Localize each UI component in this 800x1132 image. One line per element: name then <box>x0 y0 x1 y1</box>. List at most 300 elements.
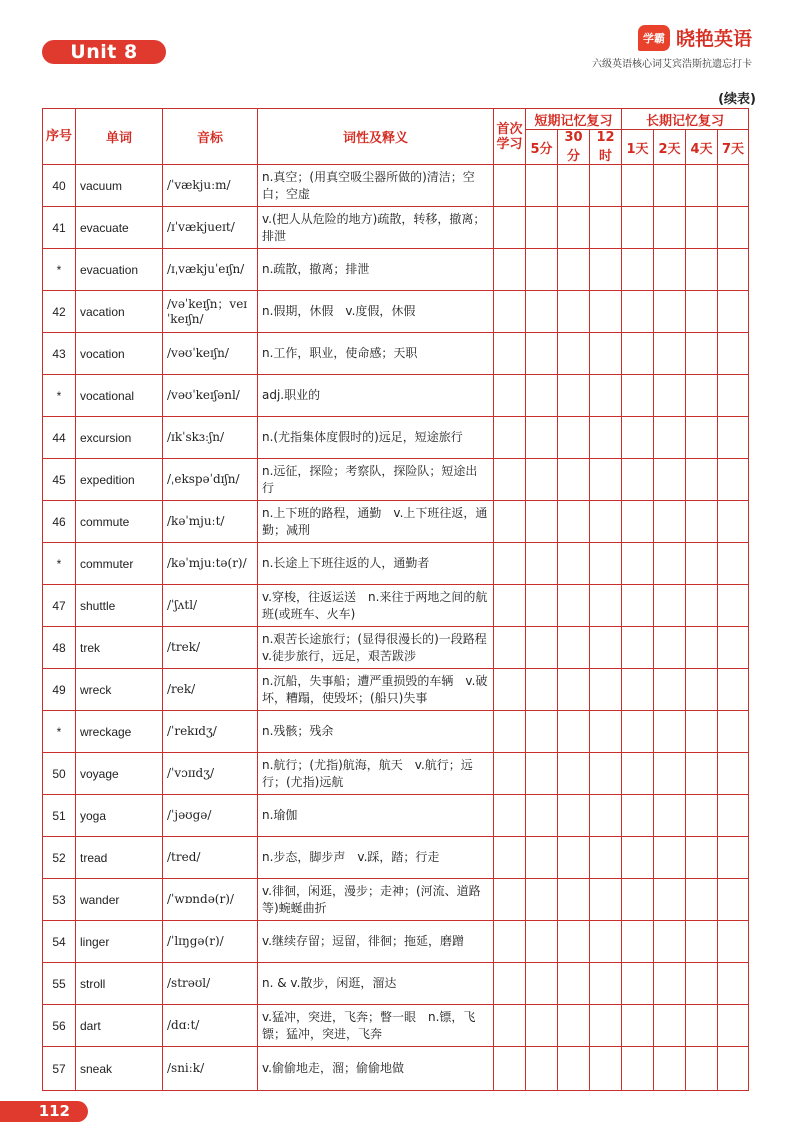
table-row <box>43 795 749 837</box>
checkbox-short-12h[interactable] <box>590 501 622 543</box>
checkbox-short-30min[interactable] <box>558 921 590 963</box>
header-short-5min: 5分 <box>526 130 558 165</box>
checkbox-short-30min[interactable] <box>558 1005 590 1047</box>
checkbox-short-30min[interactable] <box>558 207 590 249</box>
row-number: 42 <box>43 291 76 333</box>
row-number: 53 <box>43 879 76 921</box>
checkbox-short-30min[interactable] <box>558 165 590 207</box>
checkbox-long-1d[interactable] <box>622 291 654 333</box>
checkbox-short-5min[interactable] <box>526 963 558 1005</box>
row-phonetic: /tred/ <box>163 837 258 879</box>
row-word: yoga <box>76 795 163 837</box>
checkbox-long-2d[interactable] <box>654 543 686 585</box>
checkbox-long-2d[interactable] <box>654 291 686 333</box>
header-long-2d: 2天 <box>654 130 686 165</box>
checkbox-short-30min[interactable] <box>558 627 590 669</box>
checkbox-short-30min[interactable] <box>558 291 590 333</box>
row-phonetic: /ɪˈvækjueɪt/ <box>163 207 258 249</box>
checkbox-long-4d[interactable] <box>686 333 718 375</box>
header-seq: 序号 <box>43 109 76 165</box>
checkbox-first-study[interactable] <box>494 333 526 375</box>
row-word: evacuation <box>76 249 163 291</box>
checkbox-long-7d[interactable] <box>718 375 749 417</box>
checkbox-short-5min[interactable] <box>526 837 558 879</box>
checkbox-long-4d[interactable] <box>686 375 718 417</box>
checkbox-short-30min[interactable] <box>558 879 590 921</box>
row-number: 45 <box>43 459 76 501</box>
checkbox-short-12h[interactable] <box>590 333 622 375</box>
row-phonetic: /ˈjəʊgə/ <box>163 795 258 837</box>
row-phonetic: /dɑːt/ <box>163 1005 258 1047</box>
checkbox-first-study[interactable] <box>494 501 526 543</box>
row-definition: n.工作，职业，使命感；天职 <box>258 333 494 375</box>
header-long-4d: 4天 <box>686 130 718 165</box>
row-phonetic: /ˈvækjuːm/ <box>163 165 258 207</box>
checkbox-short-12h[interactable] <box>590 1005 622 1047</box>
row-phonetic: /ɪkˈskɜːʃn/ <box>163 417 258 459</box>
row-phonetic: /rek/ <box>163 669 258 711</box>
checkbox-short-12h[interactable] <box>590 837 622 879</box>
checkbox-long-4d[interactable] <box>686 249 718 291</box>
checkbox-long-2d[interactable] <box>654 837 686 879</box>
checkbox-long-4d[interactable] <box>686 627 718 669</box>
header-long-7d: 7天 <box>718 130 749 165</box>
checkbox-long-1d[interactable] <box>622 165 654 207</box>
checkbox-short-12h[interactable] <box>590 543 622 585</box>
row-definition: n.假期，休假 v.度假，休假 <box>258 291 494 333</box>
row-number: 46 <box>43 501 76 543</box>
row-definition: v.偷偷地走，溜；偷偷地做 <box>258 1047 494 1091</box>
checkbox-long-7d[interactable] <box>718 543 749 585</box>
checkbox-short-12h[interactable] <box>590 165 622 207</box>
brand-logo-icon: 学霸 <box>638 25 670 51</box>
unit-badge: Unit 8 <box>42 40 166 64</box>
row-word: shuttle <box>76 585 163 627</box>
row-definition: n.残骸；残余 <box>258 711 494 753</box>
row-number: 50 <box>43 753 76 795</box>
checkbox-long-1d[interactable] <box>622 627 654 669</box>
row-word: vocational <box>76 375 163 417</box>
checkbox-long-2d[interactable] <box>654 417 686 459</box>
checkbox-first-study[interactable] <box>494 753 526 795</box>
row-number: 43 <box>43 333 76 375</box>
checkbox-short-5min[interactable] <box>526 375 558 417</box>
row-number: * <box>43 543 76 585</box>
row-phonetic: /ɪˌvækjuˈeɪʃn/ <box>163 249 258 291</box>
checkbox-long-7d[interactable] <box>718 459 749 501</box>
checkbox-short-12h[interactable] <box>590 249 622 291</box>
table-row <box>43 837 749 879</box>
row-phonetic: /ˈʃʌtl/ <box>163 585 258 627</box>
checkbox-long-1d[interactable] <box>622 375 654 417</box>
table-row <box>43 585 749 627</box>
checkbox-long-1d[interactable] <box>622 585 654 627</box>
checkbox-long-7d[interactable] <box>718 963 749 1005</box>
checkbox-long-1d[interactable] <box>622 753 654 795</box>
header-definition: 词性及释义 <box>258 109 494 165</box>
row-word: wreck <box>76 669 163 711</box>
checkbox-first-study[interactable] <box>494 837 526 879</box>
checkbox-short-5min[interactable] <box>526 921 558 963</box>
checkbox-short-12h[interactable] <box>590 627 622 669</box>
row-word: sneak <box>76 1047 163 1091</box>
row-definition: v.继续存留；逗留，徘徊；拖延，磨蹭 <box>258 921 494 963</box>
header-phonetic: 音标 <box>163 109 258 165</box>
checkbox-long-4d[interactable] <box>686 459 718 501</box>
row-phonetic: /vəʊˈkeɪʃn/ <box>163 333 258 375</box>
checkbox-long-2d[interactable] <box>654 795 686 837</box>
checkbox-short-5min[interactable] <box>526 1005 558 1047</box>
table-row <box>43 1005 749 1047</box>
checkbox-long-2d[interactable] <box>654 459 686 501</box>
checkbox-short-30min[interactable] <box>558 669 590 711</box>
table-row <box>43 753 749 795</box>
checkbox-first-study[interactable] <box>494 585 526 627</box>
checkbox-short-5min[interactable] <box>526 585 558 627</box>
row-number: 52 <box>43 837 76 879</box>
checkbox-long-1d[interactable] <box>622 417 654 459</box>
checkbox-short-5min[interactable] <box>526 249 558 291</box>
checkbox-long-2d[interactable] <box>654 879 686 921</box>
row-definition: adj.职业的 <box>258 375 494 417</box>
row-number: 48 <box>43 627 76 669</box>
checkbox-short-30min[interactable] <box>558 585 590 627</box>
checkbox-long-4d[interactable] <box>686 837 718 879</box>
checkbox-short-30min[interactable] <box>558 1047 590 1091</box>
checkbox-long-7d[interactable] <box>718 1005 749 1047</box>
row-definition: v.徘徊，闲逛，漫步；走神；(河流、道路等)蜿蜒曲折 <box>258 879 494 921</box>
checkbox-long-1d[interactable] <box>622 963 654 1005</box>
row-word: evacuate <box>76 207 163 249</box>
checkbox-long-2d[interactable] <box>654 165 686 207</box>
checkbox-long-7d[interactable] <box>718 333 749 375</box>
checkbox-long-1d[interactable] <box>622 501 654 543</box>
checkbox-long-7d[interactable] <box>718 1047 749 1091</box>
header-short-12h: 12时 <box>590 130 622 165</box>
checkbox-long-1d[interactable] <box>622 711 654 753</box>
table-row <box>43 501 749 543</box>
checkbox-short-30min[interactable] <box>558 417 590 459</box>
checkbox-long-2d[interactable] <box>654 249 686 291</box>
checkbox-long-4d[interactable] <box>686 291 718 333</box>
checkbox-short-12h[interactable] <box>590 459 622 501</box>
header-short-30min: 30分 <box>558 130 590 165</box>
checkbox-long-7d[interactable] <box>718 669 749 711</box>
checkbox-long-1d[interactable] <box>622 459 654 501</box>
checkbox-short-12h[interactable] <box>590 795 622 837</box>
checkbox-first-study[interactable] <box>494 207 526 249</box>
row-number: 49 <box>43 669 76 711</box>
checkbox-long-1d[interactable] <box>622 333 654 375</box>
checkbox-long-1d[interactable] <box>622 879 654 921</box>
row-number: 41 <box>43 207 76 249</box>
checkbox-long-4d[interactable] <box>686 1047 718 1091</box>
row-definition: n.艰苦长途旅行；(显得很漫长的)一段路程 v.徒步旅行，远足，艰苦跋涉 <box>258 627 494 669</box>
checkbox-long-7d[interactable] <box>718 417 749 459</box>
row-definition: n.真空；(用真空吸尘器所做的)清洁；空白；空虚 <box>258 165 494 207</box>
row-phonetic: /ˈwɒndə(r)/ <box>163 879 258 921</box>
row-phonetic: /ˈlɪŋgə(r)/ <box>163 921 258 963</box>
checkbox-short-12h[interactable] <box>590 879 622 921</box>
checkbox-short-12h[interactable] <box>590 711 622 753</box>
table-row <box>43 879 749 921</box>
checkbox-long-2d[interactable] <box>654 627 686 669</box>
checkbox-short-5min[interactable] <box>526 333 558 375</box>
checkbox-long-4d[interactable] <box>686 711 718 753</box>
table-row <box>43 963 749 1005</box>
checkbox-long-4d[interactable] <box>686 963 718 1005</box>
checkbox-short-5min[interactable] <box>526 165 558 207</box>
header-word: 单词 <box>76 109 163 165</box>
checkbox-long-4d[interactable] <box>686 669 718 711</box>
checkbox-short-12h[interactable] <box>590 417 622 459</box>
table-row <box>43 291 749 333</box>
checkbox-long-4d[interactable] <box>686 795 718 837</box>
row-word: vacation <box>76 291 163 333</box>
row-definition: n.步态，脚步声 v.踩，踏；行走 <box>258 837 494 879</box>
brand-name: 晓艳英语 <box>675 28 752 50</box>
table-row <box>43 711 749 753</box>
checkbox-long-1d[interactable] <box>622 207 654 249</box>
checkbox-long-2d[interactable] <box>654 207 686 249</box>
checkbox-long-4d[interactable] <box>686 165 718 207</box>
continued-label: (续表) <box>718 92 756 107</box>
checkbox-short-5min[interactable] <box>526 291 558 333</box>
checkbox-short-5min[interactable] <box>526 1047 558 1091</box>
checkbox-short-12h[interactable] <box>590 921 622 963</box>
checkbox-short-12h[interactable] <box>590 585 622 627</box>
row-number: * <box>43 711 76 753</box>
row-word: expedition <box>76 459 163 501</box>
checkbox-long-2d[interactable] <box>654 921 686 963</box>
row-definition: n.瑜伽 <box>258 795 494 837</box>
checkbox-short-5min[interactable] <box>526 501 558 543</box>
row-number: 55 <box>43 963 76 1005</box>
row-definition: n.沉船，失事船；遭严重损毁的车辆 v.破坏，糟蹋，使毁坏；(船只)失事 <box>258 669 494 711</box>
checkbox-long-7d[interactable] <box>718 165 749 207</box>
checkbox-short-5min[interactable] <box>526 795 558 837</box>
table-body <box>43 165 749 1091</box>
checkbox-long-7d[interactable] <box>718 501 749 543</box>
checkbox-first-study[interactable] <box>494 417 526 459</box>
checkbox-first-study[interactable] <box>494 921 526 963</box>
checkbox-long-7d[interactable] <box>718 207 749 249</box>
header-long-term: 长期记忆复习 <box>622 109 749 130</box>
checkbox-long-2d[interactable] <box>654 669 686 711</box>
checkbox-long-4d[interactable] <box>686 501 718 543</box>
checkbox-short-5min[interactable] <box>526 879 558 921</box>
row-word: trek <box>76 627 163 669</box>
checkbox-long-7d[interactable] <box>718 795 749 837</box>
checkbox-long-2d[interactable] <box>654 585 686 627</box>
row-definition: v.(把人从危险的地方)疏散，转移，撤离；排泄 <box>258 207 494 249</box>
row-number: 40 <box>43 165 76 207</box>
checkbox-short-5min[interactable] <box>526 711 558 753</box>
row-definition: v.猛冲，突进，飞奔；瞥一眼 n.镖，飞镖；猛冲，突进，飞奔 <box>258 1005 494 1047</box>
checkbox-first-study[interactable] <box>494 165 526 207</box>
checkbox-short-5min[interactable] <box>526 669 558 711</box>
checkbox-long-2d[interactable] <box>654 501 686 543</box>
checkbox-short-30min[interactable] <box>558 333 590 375</box>
checkbox-long-1d[interactable] <box>622 543 654 585</box>
table-row <box>43 333 749 375</box>
row-word: commuter <box>76 543 163 585</box>
checkbox-long-4d[interactable] <box>686 585 718 627</box>
checkbox-first-study[interactable] <box>494 543 526 585</box>
checkbox-first-study[interactable] <box>494 1047 526 1091</box>
row-word: wreckage <box>76 711 163 753</box>
checkbox-short-12h[interactable] <box>590 291 622 333</box>
row-phonetic: /kəˈmjuːt/ <box>163 501 258 543</box>
checkbox-short-5min[interactable] <box>526 207 558 249</box>
checkbox-short-30min[interactable] <box>558 249 590 291</box>
page-number: 112 <box>0 1101 88 1122</box>
table-row <box>43 375 749 417</box>
checkbox-short-30min[interactable] <box>558 501 590 543</box>
checkbox-short-30min[interactable] <box>558 711 590 753</box>
checkbox-long-4d[interactable] <box>686 753 718 795</box>
checkbox-long-7d[interactable] <box>718 291 749 333</box>
vocabulary-table <box>42 108 749 1091</box>
checkbox-short-30min[interactable] <box>558 459 590 501</box>
checkbox-long-1d[interactable] <box>622 1047 654 1091</box>
checkbox-first-study[interactable] <box>494 1005 526 1047</box>
checkbox-short-5min[interactable] <box>526 543 558 585</box>
checkbox-long-1d[interactable] <box>622 249 654 291</box>
checkbox-short-5min[interactable] <box>526 627 558 669</box>
checkbox-long-2d[interactable] <box>654 1005 686 1047</box>
row-word: vocation <box>76 333 163 375</box>
checkbox-long-1d[interactable] <box>622 795 654 837</box>
checkbox-short-30min[interactable] <box>558 753 590 795</box>
checkbox-short-12h[interactable] <box>590 963 622 1005</box>
checkbox-short-12h[interactable] <box>590 207 622 249</box>
table-row <box>43 207 749 249</box>
row-phonetic: /trek/ <box>163 627 258 669</box>
checkbox-first-study[interactable] <box>494 669 526 711</box>
row-number: 56 <box>43 1005 76 1047</box>
checkbox-short-12h[interactable] <box>590 753 622 795</box>
checkbox-first-study[interactable] <box>494 249 526 291</box>
row-definition: n. & v.散步，闲逛，溜达 <box>258 963 494 1005</box>
row-word: commute <box>76 501 163 543</box>
row-word: stroll <box>76 963 163 1005</box>
checkbox-first-study[interactable] <box>494 795 526 837</box>
checkbox-short-12h[interactable] <box>590 1047 622 1091</box>
row-word: tread <box>76 837 163 879</box>
brand-header <box>592 24 752 70</box>
checkbox-first-study[interactable] <box>494 963 526 1005</box>
checkbox-long-7d[interactable] <box>718 711 749 753</box>
checkbox-long-2d[interactable] <box>654 963 686 1005</box>
checkbox-long-4d[interactable] <box>686 879 718 921</box>
row-number: 51 <box>43 795 76 837</box>
row-number: * <box>43 375 76 417</box>
checkbox-short-30min[interactable] <box>558 963 590 1005</box>
row-word: voyage <box>76 753 163 795</box>
checkbox-long-1d[interactable] <box>622 669 654 711</box>
checkbox-long-1d[interactable] <box>622 921 654 963</box>
header-long-1d: 1天 <box>622 130 654 165</box>
row-phonetic: /ˈrekɪdʒ/ <box>163 711 258 753</box>
row-definition: n.航行；(尤指)航海，航天 v.航行；远行；(尤指)远航 <box>258 753 494 795</box>
checkbox-long-2d[interactable] <box>654 753 686 795</box>
table-row <box>43 417 749 459</box>
checkbox-long-2d[interactable] <box>654 1047 686 1091</box>
checkbox-long-7d[interactable] <box>718 753 749 795</box>
brand-subtitle: 六级英语核心词艾宾浩斯抗遗忘打卡 <box>592 59 752 70</box>
row-number: 57 <box>43 1047 76 1091</box>
row-word: linger <box>76 921 163 963</box>
row-number: * <box>43 249 76 291</box>
row-phonetic: /ˈvɔɪɪdʒ/ <box>163 753 258 795</box>
checkbox-long-1d[interactable] <box>622 1005 654 1047</box>
checkbox-short-5min[interactable] <box>526 417 558 459</box>
row-number: 44 <box>43 417 76 459</box>
checkbox-long-7d[interactable] <box>718 627 749 669</box>
row-phonetic: /strəʊl/ <box>163 963 258 1005</box>
checkbox-long-7d[interactable] <box>718 921 749 963</box>
checkbox-long-2d[interactable] <box>654 711 686 753</box>
checkbox-short-12h[interactable] <box>590 669 622 711</box>
row-definition: n.(尤指集体度假时的)远足，短途旅行 <box>258 417 494 459</box>
checkbox-short-12h[interactable] <box>590 375 622 417</box>
checkbox-first-study[interactable] <box>494 291 526 333</box>
table-row <box>43 165 749 207</box>
row-word: wander <box>76 879 163 921</box>
row-number: 54 <box>43 921 76 963</box>
checkbox-first-study[interactable] <box>494 879 526 921</box>
checkbox-long-4d[interactable] <box>686 543 718 585</box>
checkbox-short-5min[interactable] <box>526 753 558 795</box>
row-definition: n.疏散，撤离；排泄 <box>258 249 494 291</box>
checkbox-first-study[interactable] <box>494 711 526 753</box>
checkbox-long-4d[interactable] <box>686 417 718 459</box>
checkbox-long-1d[interactable] <box>622 837 654 879</box>
table-row <box>43 1047 749 1091</box>
checkbox-long-4d[interactable] <box>686 207 718 249</box>
checkbox-long-7d[interactable] <box>718 249 749 291</box>
checkbox-first-study[interactable] <box>494 459 526 501</box>
row-definition: n.上下班的路程，通勤 v.上下班往返，通勤；减刑 <box>258 501 494 543</box>
checkbox-short-30min[interactable] <box>558 543 590 585</box>
checkbox-short-5min[interactable] <box>526 459 558 501</box>
row-phonetic: /sniːk/ <box>163 1047 258 1091</box>
table-row <box>43 249 749 291</box>
table-row <box>43 459 749 501</box>
checkbox-long-4d[interactable] <box>686 921 718 963</box>
row-definition: n.远征，探险；考察队，探险队；短途出行 <box>258 459 494 501</box>
checkbox-first-study[interactable] <box>494 375 526 417</box>
checkbox-long-7d[interactable] <box>718 837 749 879</box>
header-first-study: 首次学习 <box>494 109 526 165</box>
row-phonetic: /vəˈkeɪʃn；veɪˈkeɪʃn/ <box>163 291 258 333</box>
row-phonetic: /kəˈmjuːtə(r)/ <box>163 543 258 585</box>
checkbox-long-2d[interactable] <box>654 333 686 375</box>
row-definition: n.长途上下班往返的人，通勤者 <box>258 543 494 585</box>
checkbox-short-30min[interactable] <box>558 795 590 837</box>
table-row <box>43 627 749 669</box>
row-phonetic: /vəʊˈkeɪʃənl/ <box>163 375 258 417</box>
checkbox-long-4d[interactable] <box>686 1005 718 1047</box>
checkbox-short-30min[interactable] <box>558 837 590 879</box>
checkbox-long-7d[interactable] <box>718 879 749 921</box>
row-definition: v.穿梭，往返运送 n.来往于两地之间的航班(或班车、火车) <box>258 585 494 627</box>
checkbox-short-30min[interactable] <box>558 375 590 417</box>
table-header <box>43 109 749 165</box>
checkbox-long-7d[interactable] <box>718 585 749 627</box>
checkbox-long-2d[interactable] <box>654 375 686 417</box>
